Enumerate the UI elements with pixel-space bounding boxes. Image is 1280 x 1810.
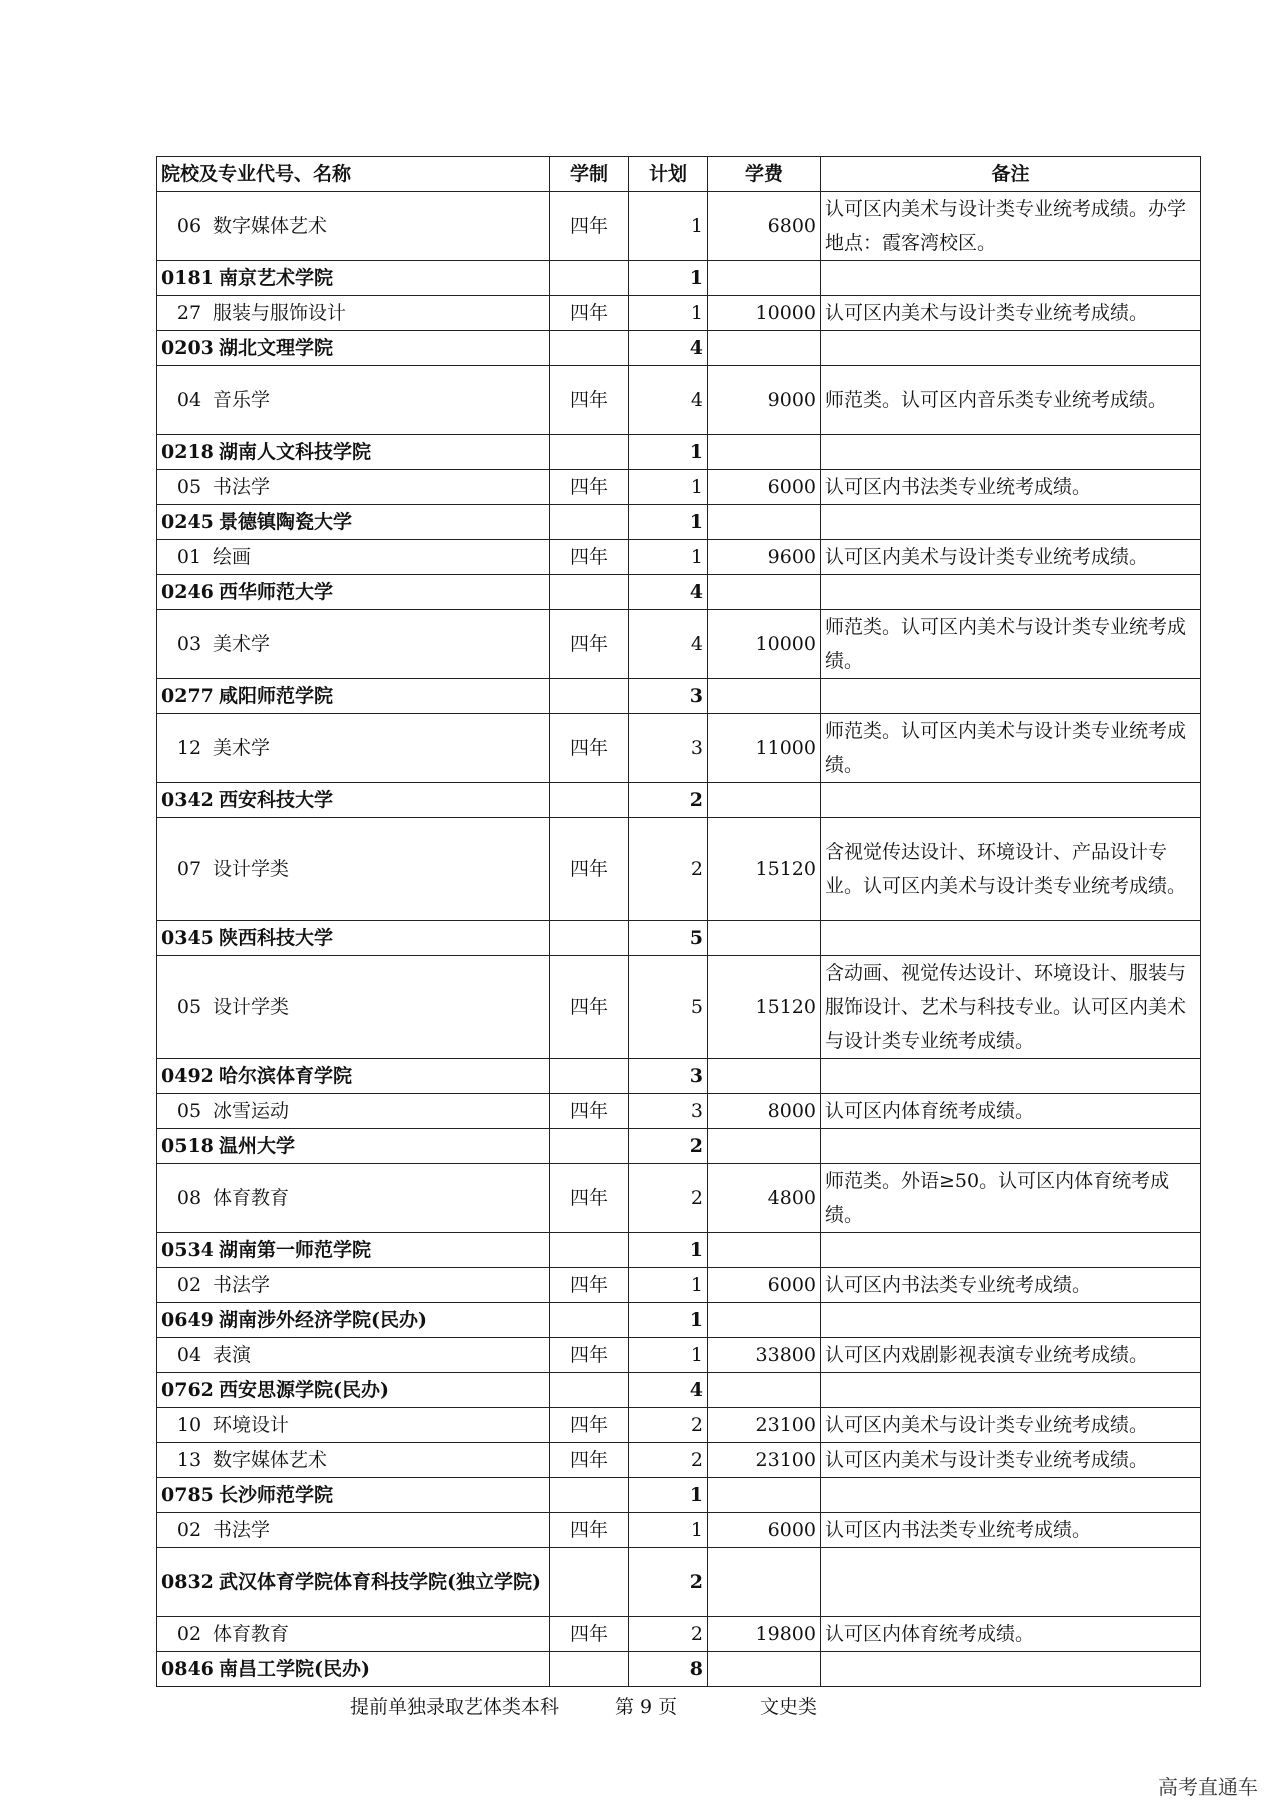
major-code: 01 <box>176 546 202 568</box>
school-fee-cell <box>708 783 821 818</box>
major-name: 美术学 <box>213 737 271 759</box>
major-duration: 四年 <box>550 610 629 679</box>
school-plan: 3 <box>629 1059 708 1094</box>
major-name: 设计学类 <box>213 996 290 1018</box>
school-note-cell <box>821 1129 1201 1164</box>
school-duration-cell <box>550 1129 629 1164</box>
major-plan: 5 <box>629 956 708 1059</box>
school-fee-cell <box>708 921 821 956</box>
header-name: 院校及专业代号、名称 <box>157 157 550 192</box>
major-name-cell <box>157 714 550 783</box>
school-name-cell <box>157 783 550 818</box>
school-code: 0785 <box>161 1484 214 1506</box>
header-note: 备注 <box>821 157 1201 192</box>
school-note-cell <box>821 921 1201 956</box>
major-name-cell <box>157 1443 550 1478</box>
major-note: 认可区内美术与设计类专业统考成绩。 <box>821 1408 1201 1443</box>
major-name-cell <box>157 1617 550 1652</box>
major-row <box>157 470 1201 505</box>
school-duration-cell <box>550 783 629 818</box>
major-plan: 3 <box>629 1094 708 1129</box>
school-row <box>157 1059 1201 1094</box>
school-name-cell <box>157 1129 550 1164</box>
major-code: 06 <box>176 215 202 237</box>
major-fee: 19800 <box>708 1617 821 1652</box>
school-plan: 1 <box>629 1303 708 1338</box>
major-note: 认可区内美术与设计类专业统考成绩。办学地点：霞客湾校区。 <box>821 192 1201 261</box>
major-name-cell <box>157 818 550 921</box>
major-name: 美术学 <box>213 633 271 655</box>
school-fee-cell <box>708 435 821 470</box>
school-name: 武汉体育学院体育科技学院(独立学院) <box>219 1571 541 1593</box>
school-name-cell <box>157 921 550 956</box>
major-note: 认可区内美术与设计类专业统考成绩。 <box>821 540 1201 575</box>
school-fee-cell <box>708 1652 821 1687</box>
major-plan: 2 <box>629 1617 708 1652</box>
major-duration: 四年 <box>550 192 629 261</box>
school-code: 0246 <box>161 581 214 603</box>
major-plan: 2 <box>629 1443 708 1478</box>
school-code: 0762 <box>161 1379 214 1401</box>
major-code: 05 <box>176 996 202 1018</box>
school-row <box>157 783 1201 818</box>
footer-category: 提前单独录取艺体类本科 <box>350 1696 560 1718</box>
major-row <box>157 1164 1201 1233</box>
school-duration-cell <box>550 505 629 540</box>
major-row <box>157 1513 1201 1548</box>
school-duration-cell <box>550 1478 629 1513</box>
major-name: 体育教育 <box>213 1187 290 1209</box>
school-duration-cell <box>550 261 629 296</box>
major-note: 师范类。认可区内美术与设计类专业统考成绩。 <box>821 610 1201 679</box>
school-fee-cell <box>708 1478 821 1513</box>
table-header-row <box>157 157 1201 192</box>
major-note: 认可区内书法类专业统考成绩。 <box>821 1513 1201 1548</box>
major-duration: 四年 <box>550 1513 629 1548</box>
major-plan: 4 <box>629 610 708 679</box>
school-note-cell <box>821 505 1201 540</box>
major-plan: 1 <box>629 1513 708 1548</box>
school-duration-cell <box>550 1059 629 1094</box>
school-name-cell <box>157 575 550 610</box>
major-name-cell <box>157 1513 550 1548</box>
school-code: 0518 <box>161 1135 214 1157</box>
major-code: 02 <box>176 1274 202 1296</box>
school-duration-cell <box>550 679 629 714</box>
school-duration-cell <box>550 331 629 366</box>
major-code: 27 <box>176 302 202 324</box>
major-row <box>157 1443 1201 1478</box>
major-note: 认可区内美术与设计类专业统考成绩。 <box>821 296 1201 331</box>
school-note-cell <box>821 1303 1201 1338</box>
major-note: 认可区内体育统考成绩。 <box>821 1617 1201 1652</box>
school-row <box>157 261 1201 296</box>
school-name: 咸阳师范学院 <box>219 685 334 707</box>
major-code: 08 <box>176 1187 202 1209</box>
major-plan: 2 <box>629 818 708 921</box>
page-footer <box>0 1692 1280 1722</box>
school-row <box>157 679 1201 714</box>
school-fee-cell <box>708 1303 821 1338</box>
major-duration: 四年 <box>550 470 629 505</box>
major-name: 服装与服饰设计 <box>213 302 347 324</box>
major-name-cell <box>157 540 550 575</box>
major-duration: 四年 <box>550 1094 629 1129</box>
major-name: 书法学 <box>213 1274 271 1296</box>
major-row <box>157 1094 1201 1129</box>
major-row <box>157 1617 1201 1652</box>
school-fee-cell <box>708 575 821 610</box>
major-code: 07 <box>176 858 202 880</box>
major-name-cell <box>157 1408 550 1443</box>
major-plan: 2 <box>629 1164 708 1233</box>
major-note: 师范类。认可区内音乐类专业统考成绩。 <box>821 366 1201 435</box>
major-code: 05 <box>176 1100 202 1122</box>
school-name: 温州大学 <box>219 1135 296 1157</box>
school-name: 陕西科技大学 <box>219 927 334 949</box>
major-duration: 四年 <box>550 366 629 435</box>
major-name-cell <box>157 296 550 331</box>
major-row <box>157 956 1201 1059</box>
major-row <box>157 366 1201 435</box>
school-name-cell <box>157 1652 550 1687</box>
major-row <box>157 1268 1201 1303</box>
major-code: 04 <box>176 389 202 411</box>
major-code: 05 <box>176 476 202 498</box>
major-name-cell <box>157 1094 550 1129</box>
major-duration: 四年 <box>550 296 629 331</box>
major-fee: 33800 <box>708 1338 821 1373</box>
school-note-cell <box>821 1059 1201 1094</box>
major-note: 含动画、视觉传达设计、环境设计、服装与服饰设计、艺术与科技专业。认可区内美术与设计类专业统考成绩。 <box>821 956 1201 1059</box>
school-code: 0218 <box>161 441 214 463</box>
major-name-cell <box>157 610 550 679</box>
major-duration: 四年 <box>550 714 629 783</box>
major-plan: 1 <box>629 1338 708 1373</box>
major-duration: 四年 <box>550 1164 629 1233</box>
header-plan: 计划 <box>629 157 708 192</box>
major-code: 04 <box>176 1344 202 1366</box>
footer-page-number: 第 9 页 <box>615 1696 678 1718</box>
school-note-cell <box>821 1652 1201 1687</box>
school-plan: 1 <box>629 261 708 296</box>
school-name-cell <box>157 679 550 714</box>
school-note-cell <box>821 1233 1201 1268</box>
major-fee: 6000 <box>708 1268 821 1303</box>
school-code: 0534 <box>161 1239 214 1261</box>
major-row <box>157 1408 1201 1443</box>
school-plan: 4 <box>629 1373 708 1408</box>
school-name: 西华师范大学 <box>219 581 334 603</box>
school-fee-cell <box>708 1548 821 1617</box>
major-name-cell <box>157 366 550 435</box>
school-duration-cell <box>550 1233 629 1268</box>
major-duration: 四年 <box>550 1268 629 1303</box>
school-plan: 1 <box>629 1478 708 1513</box>
major-code: 12 <box>176 737 202 759</box>
school-name: 湖南涉外经济学院(民办) <box>219 1309 427 1331</box>
school-duration-cell <box>550 921 629 956</box>
major-duration: 四年 <box>550 540 629 575</box>
school-note-cell <box>821 1373 1201 1408</box>
major-note: 认可区内书法类专业统考成绩。 <box>821 470 1201 505</box>
major-duration: 四年 <box>550 1617 629 1652</box>
major-name-cell <box>157 192 550 261</box>
school-row <box>157 1652 1201 1687</box>
major-fee: 9000 <box>708 366 821 435</box>
major-fee: 23100 <box>708 1408 821 1443</box>
major-fee: 4800 <box>708 1164 821 1233</box>
footer-subject: 文史类 <box>760 1696 818 1718</box>
school-code: 0181 <box>161 267 214 289</box>
school-duration-cell <box>550 435 629 470</box>
major-plan: 1 <box>629 540 708 575</box>
school-name: 西安科技大学 <box>219 789 334 811</box>
major-plan: 4 <box>629 366 708 435</box>
major-code: 02 <box>176 1623 202 1645</box>
major-name-cell <box>157 1268 550 1303</box>
school-fee-cell <box>708 1373 821 1408</box>
major-name: 书法学 <box>213 476 271 498</box>
school-fee-cell <box>708 1059 821 1094</box>
major-name: 绘画 <box>213 546 252 568</box>
school-plan: 5 <box>629 921 708 956</box>
major-code: 02 <box>176 1519 202 1541</box>
school-name-cell <box>157 1059 550 1094</box>
major-duration: 四年 <box>550 1338 629 1373</box>
major-fee: 6000 <box>708 470 821 505</box>
watermark-logo-text: 高考直通车 <box>1158 1775 1258 1799</box>
school-row <box>157 1233 1201 1268</box>
header-fee: 学费 <box>708 157 821 192</box>
major-duration: 四年 <box>550 1443 629 1478</box>
school-name-cell <box>157 331 550 366</box>
major-note: 认可区内美术与设计类专业统考成绩。 <box>821 1443 1201 1478</box>
school-plan: 2 <box>629 1129 708 1164</box>
school-name: 南京艺术学院 <box>219 267 334 289</box>
major-plan: 3 <box>629 714 708 783</box>
school-name: 哈尔滨体育学院 <box>219 1065 353 1087</box>
school-name: 景德镇陶瓷大学 <box>219 511 353 533</box>
school-plan: 1 <box>629 505 708 540</box>
major-duration: 四年 <box>550 956 629 1059</box>
school-plan: 8 <box>629 1652 708 1687</box>
school-plan: 2 <box>629 1548 708 1617</box>
school-row <box>157 1303 1201 1338</box>
school-name-cell <box>157 1373 550 1408</box>
major-name: 冰雪运动 <box>213 1100 290 1122</box>
school-row <box>157 1373 1201 1408</box>
school-code: 0277 <box>161 685 214 707</box>
school-fee-cell <box>708 1129 821 1164</box>
header-duration: 学制 <box>550 157 629 192</box>
school-name-cell <box>157 261 550 296</box>
school-name: 湖南第一师范学院 <box>219 1239 372 1261</box>
school-row <box>157 1478 1201 1513</box>
school-name-cell <box>157 1548 550 1617</box>
school-name-cell <box>157 505 550 540</box>
major-name: 表演 <box>213 1344 252 1366</box>
major-fee: 23100 <box>708 1443 821 1478</box>
major-plan: 1 <box>629 1268 708 1303</box>
major-duration: 四年 <box>550 818 629 921</box>
school-code: 0649 <box>161 1309 214 1331</box>
table-body <box>157 192 1201 1687</box>
major-row <box>157 818 1201 921</box>
major-code: 13 <box>176 1449 202 1471</box>
school-plan: 2 <box>629 783 708 818</box>
major-note: 含视觉传达设计、环境设计、产品设计专业。认可区内美术与设计类专业统考成绩。 <box>821 818 1201 921</box>
major-name-cell <box>157 1338 550 1373</box>
major-fee: 10000 <box>708 296 821 331</box>
school-name: 湖北文理学院 <box>219 337 334 359</box>
major-plan: 1 <box>629 470 708 505</box>
school-name: 长沙师范学院 <box>219 1484 334 1506</box>
major-fee: 15120 <box>708 818 821 921</box>
major-name: 设计学类 <box>213 858 290 880</box>
school-note-cell <box>821 783 1201 818</box>
major-plan: 2 <box>629 1408 708 1443</box>
major-name: 体育教育 <box>213 1623 290 1645</box>
major-fee: 9600 <box>708 540 821 575</box>
major-note: 认可区内书法类专业统考成绩。 <box>821 1268 1201 1303</box>
school-duration-cell <box>550 1652 629 1687</box>
school-plan: 4 <box>629 575 708 610</box>
school-plan: 1 <box>629 435 708 470</box>
school-note-cell <box>821 261 1201 296</box>
school-code: 0342 <box>161 789 214 811</box>
school-name: 西安思源学院(民办) <box>219 1379 389 1401</box>
school-fee-cell <box>708 261 821 296</box>
school-duration-cell <box>550 1373 629 1408</box>
school-row <box>157 575 1201 610</box>
school-note-cell <box>821 679 1201 714</box>
major-note: 认可区内体育统考成绩。 <box>821 1094 1201 1129</box>
major-name-cell <box>157 1164 550 1233</box>
school-plan: 1 <box>629 1233 708 1268</box>
school-duration-cell <box>550 575 629 610</box>
school-row <box>157 1548 1201 1617</box>
major-row <box>157 296 1201 331</box>
major-plan: 1 <box>629 192 708 261</box>
major-fee: 15120 <box>708 956 821 1059</box>
major-fee: 6000 <box>708 1513 821 1548</box>
major-name: 书法学 <box>213 1519 271 1541</box>
major-row <box>157 192 1201 261</box>
school-note-cell <box>821 575 1201 610</box>
school-duration-cell <box>550 1303 629 1338</box>
school-note-cell <box>821 1478 1201 1513</box>
major-note: 师范类。认可区内美术与设计类专业统考成绩。 <box>821 714 1201 783</box>
major-row <box>157 714 1201 783</box>
major-name-cell <box>157 956 550 1059</box>
school-name-cell <box>157 1233 550 1268</box>
major-code: 10 <box>176 1414 202 1436</box>
major-row <box>157 540 1201 575</box>
school-duration-cell <box>550 1548 629 1617</box>
school-code: 0832 <box>161 1571 214 1593</box>
school-fee-cell <box>708 505 821 540</box>
major-row <box>157 1338 1201 1373</box>
school-plan: 3 <box>629 679 708 714</box>
major-fee: 11000 <box>708 714 821 783</box>
school-name: 湖南人文科技学院 <box>219 441 372 463</box>
school-code: 0245 <box>161 511 214 533</box>
major-fee: 6800 <box>708 192 821 261</box>
school-note-cell <box>821 1548 1201 1617</box>
school-code: 0846 <box>161 1658 214 1680</box>
school-fee-cell <box>708 1233 821 1268</box>
school-note-cell <box>821 331 1201 366</box>
major-fee: 10000 <box>708 610 821 679</box>
school-name-cell <box>157 435 550 470</box>
major-plan: 1 <box>629 296 708 331</box>
school-row <box>157 1129 1201 1164</box>
school-note-cell <box>821 435 1201 470</box>
school-code: 0345 <box>161 927 214 949</box>
major-name: 环境设计 <box>213 1414 290 1436</box>
school-row <box>157 505 1201 540</box>
major-name: 数字媒体艺术 <box>213 1449 328 1471</box>
major-note: 师范类。外语≥50。认可区内体育统考成绩。 <box>821 1164 1201 1233</box>
school-name-cell <box>157 1478 550 1513</box>
school-code: 0492 <box>161 1065 214 1087</box>
school-row <box>157 435 1201 470</box>
major-name-cell <box>157 470 550 505</box>
school-name-cell <box>157 1303 550 1338</box>
major-note: 认可区内戏剧影视表演专业统考成绩。 <box>821 1338 1201 1373</box>
school-fee-cell <box>708 679 821 714</box>
major-row <box>157 610 1201 679</box>
school-row <box>157 921 1201 956</box>
major-fee: 8000 <box>708 1094 821 1129</box>
school-code: 0203 <box>161 337 214 359</box>
school-name: 南昌工学院(民办) <box>219 1658 370 1680</box>
admission-plan-table <box>156 156 1201 1687</box>
major-code: 03 <box>176 633 202 655</box>
major-name: 数字媒体艺术 <box>213 215 328 237</box>
school-fee-cell <box>708 331 821 366</box>
school-plan: 4 <box>629 331 708 366</box>
major-duration: 四年 <box>550 1408 629 1443</box>
major-name: 音乐学 <box>213 389 271 411</box>
school-row <box>157 331 1201 366</box>
